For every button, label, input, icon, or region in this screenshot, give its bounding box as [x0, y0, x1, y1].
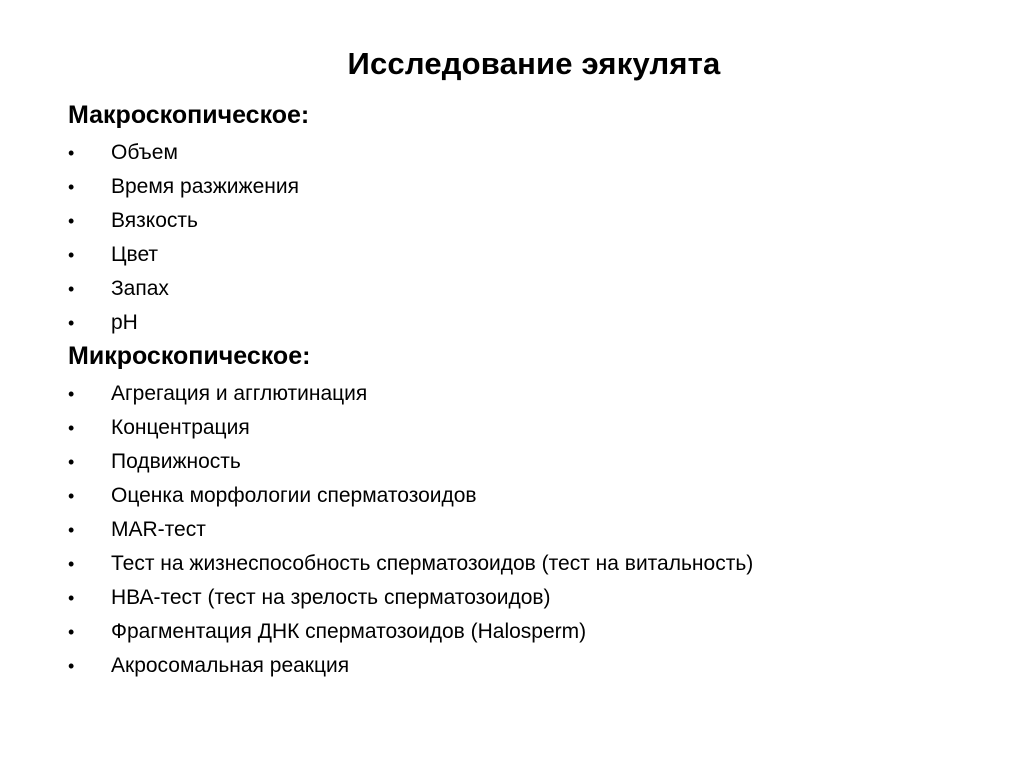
bullet: •	[68, 177, 75, 197]
list-item-text: Вязкость	[111, 209, 198, 232]
bullet: •	[68, 313, 75, 333]
list-item-text: НВА-тест (тест на зрелость сперматозоидов)	[111, 586, 551, 609]
bullet: •	[68, 452, 75, 472]
bullet: •	[68, 143, 75, 163]
section-heading-microscopic: Микроскопическое:	[68, 342, 311, 370]
bullet: •	[68, 622, 75, 642]
list-item-text: Акросомальная реакция	[111, 654, 350, 677]
bullet: •	[68, 520, 75, 540]
list-item-text: Запах	[111, 277, 169, 300]
bullet: •	[68, 554, 75, 574]
bullet: •	[68, 245, 75, 265]
list-item-text: Фрагментация ДНК сперматозоидов (Halosperm)	[111, 620, 587, 643]
bullet: •	[68, 211, 75, 231]
bullet: •	[68, 384, 75, 404]
section-heading-macroscopic: Макроскопическое:	[68, 101, 310, 129]
slide-title: Исследование эякулята	[347, 46, 721, 81]
list-item-text: Тест на жизнеспособность сперматозоидов (тест на витальность)	[111, 552, 754, 575]
bullet: •	[68, 588, 75, 608]
list-item-text: MAR-тест	[111, 518, 206, 541]
bullet: •	[68, 486, 75, 506]
bullet: •	[68, 656, 75, 676]
bullet: •	[68, 279, 75, 299]
list-item-text: Объем	[111, 141, 178, 164]
list-item-text: Время разжижения	[111, 175, 299, 198]
list-item-text: Агрегация и агглютинация	[111, 382, 368, 405]
bullet: •	[68, 418, 75, 438]
list-item-text: Цвет	[111, 243, 159, 266]
list-item-text: pH	[111, 311, 138, 334]
list-item-text: Концентрация	[111, 416, 250, 439]
list-item-text: Оценка морфологии сперматозоидов	[111, 484, 477, 507]
list-item-text: Подвижность	[111, 450, 241, 473]
